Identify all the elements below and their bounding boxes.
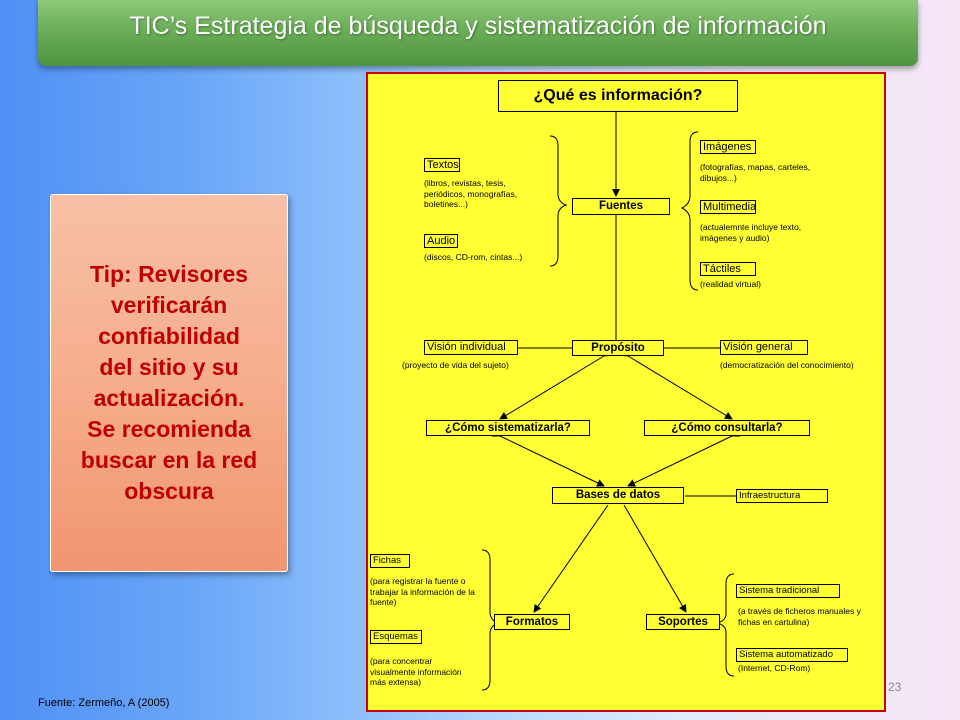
node-fuentes: Fuentes	[572, 198, 670, 215]
audio-note: (discos, CD-rom, cintas...)	[424, 252, 523, 262]
node-esquemas: Esquemas	[370, 630, 422, 644]
node-audio: Audio	[424, 234, 458, 248]
tip-text: Tip: Revisores verificarán confiabilidad del sitio y su actualización. Se recomienda buscar en la red obscura	[80, 261, 258, 504]
vision-individual-note: (proyecto de vida del sujeto)	[402, 360, 509, 370]
concept-map	[366, 72, 886, 712]
node-infraestructura: Infraestructura	[736, 489, 828, 503]
node-soportes: Soportes	[646, 614, 720, 630]
textos-note: (libros, revistas, tesis, periódicos, monografías, boletines...)	[424, 178, 518, 209]
esquemas-note: (para concentrar visualmente información más extensa)	[370, 656, 462, 687]
sistema-tradicional-note: (a través de ficheros manuales y fichas en cartulina)	[738, 606, 861, 627]
multimedia-note: (actualemnte incluye texto, imágenes y audio)	[700, 222, 802, 243]
node-fichas: Fichas	[370, 554, 410, 568]
slide-title: TIC’s Estrategia de búsqueda y sistematización de información	[38, 0, 918, 66]
sistema-automatizado-note: (Internet, CD-Rom)	[738, 663, 811, 673]
imagenes-note: (fotografías, mapas, carteles, dibujos...)	[700, 162, 811, 183]
fichas-note: (para registrar la fuente o trabajar la información de la fuente)	[370, 576, 475, 607]
node-formatos: Formatos	[494, 614, 570, 630]
node-vision-general: Visión general	[720, 340, 808, 355]
node-como-consultarla: ¿Cómo consultarla?	[644, 420, 810, 436]
node-como-sistematizarla: ¿Cómo sistematizarla?	[426, 420, 590, 436]
node-sistema-tradicional: Sistema tradicional	[736, 584, 840, 598]
tactiles-note: (realidad virtual)	[700, 279, 761, 289]
page-number: 23	[888, 680, 902, 694]
node-imagenes: Imágenes	[700, 140, 756, 154]
node-sistema-automatizado: Sistema automatizado	[736, 648, 848, 662]
node-multimedia: Multimedia	[700, 200, 756, 214]
node-root: ¿Qué es información?	[498, 80, 738, 112]
tip-box	[50, 194, 288, 572]
source-citation: Fuente: Zermeño, A (2005)	[38, 697, 170, 709]
node-bases-de-datos: Bases de datos	[552, 487, 684, 504]
node-tactiles: Táctiles	[700, 262, 756, 276]
node-proposito: Propósito	[572, 340, 664, 356]
node-textos: Textos	[424, 158, 460, 172]
vision-general-note: (democratización del conocimiento)	[720, 360, 854, 370]
node-vision-individual: Visión individual	[424, 340, 518, 355]
